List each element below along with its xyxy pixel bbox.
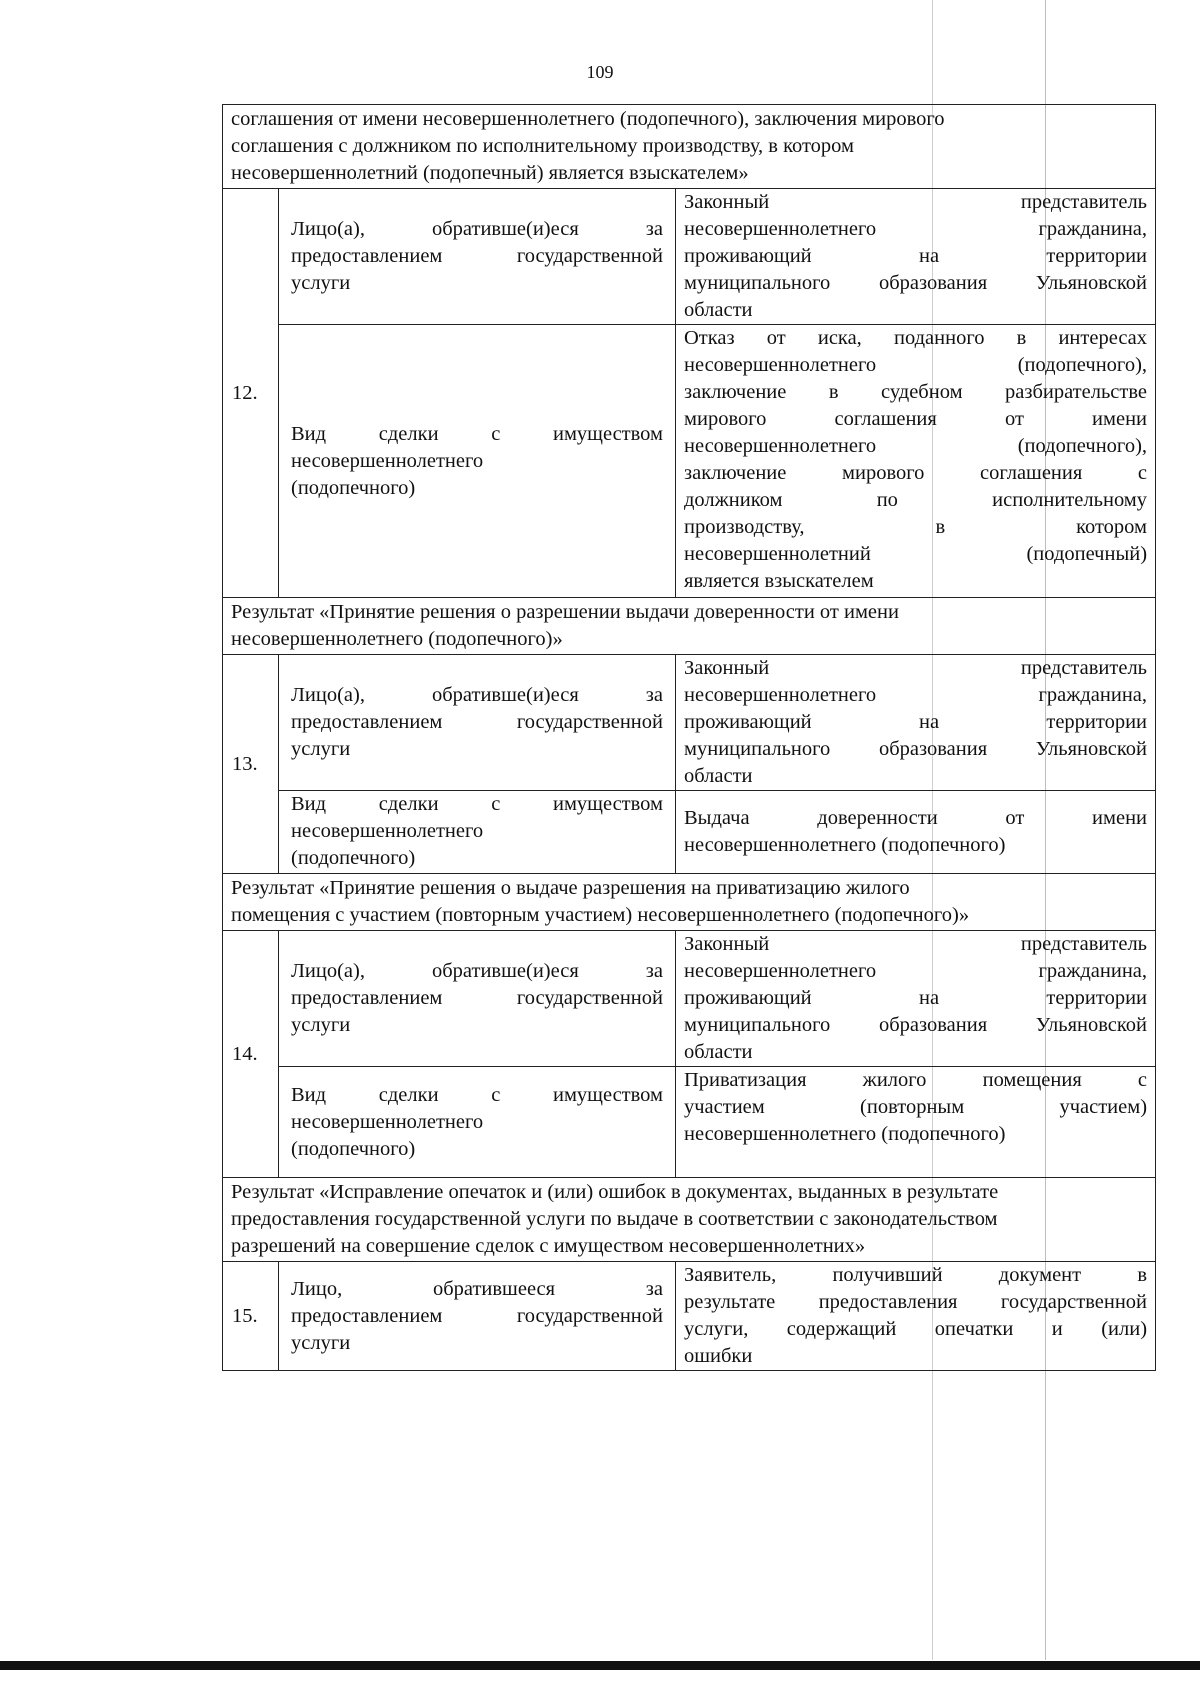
result-text: Результат «Принятие решения о разрешении выдачи доверенности от имени несовершеннолетнего (подопечного)» <box>223 598 1156 655</box>
table-row <box>223 1262 1156 1371</box>
applicant-label: Лицо(а), обратившe(и)еся за предоставлением государственной услуги <box>279 189 676 325</box>
deal-value: Отказ от иска, поданного в интересах несовершеннолетнего (подопечного), заключение в судебном разбирательстве мирового соглашения от имени несовершеннолетнего (подопечного), заключение мирового соглашения с должником по исполнительному производству, в котором несовершеннолетний (подопечный) является взыскателем <box>676 325 1156 598</box>
table-row <box>223 931 1156 1067</box>
deal-label: Вид сделки с имуществом несовершеннолетнего (подопечного) <box>279 325 676 598</box>
applicant-label: Лицо, обратившееся за предоставлением государственной услуги <box>279 1262 676 1371</box>
page-number: 109 <box>586 62 614 82</box>
table-row <box>223 325 1156 598</box>
result-text: соглашения от имени несовершеннолетнего (подопечного), заключения мирового соглашения с должником по исполнительному производству, в котором несовершеннолетний (подопечный) является взыскателем» <box>223 105 1156 189</box>
services-table <box>222 104 1156 1371</box>
table-row <box>223 791 1156 874</box>
result-text: Результат «Исправление опечаток и (или) ошибок в документах, выданных в результате предоставления государственной услуги по выдаче в соответствии с законодательством разрешений на совершение сделок с имуществом несовершеннолетних» <box>223 1178 1156 1262</box>
table-row <box>223 189 1156 325</box>
applicant-value: Законный представитель несовершеннолетнего гражданина, проживающий на территории муниципального образования Ульяновской области <box>676 931 1156 1067</box>
result-row <box>223 874 1156 931</box>
deal-value: Приватизация жилого помещения с участием (повторным участием) несовершеннолетнего (подопечного) <box>676 1067 1156 1178</box>
applicant-label: Лицо(а), обратившe(и)еся за предоставлением государственной услуги <box>279 655 676 791</box>
result-row <box>223 1178 1156 1262</box>
applicant-value: Законный представитель несовершеннолетнего гражданина, проживающий на территории муниципального образования Ульяновской области <box>676 189 1156 325</box>
applicant-label: Лицо(а), обратившe(и)еся за предоставлением государственной услуги <box>279 931 676 1067</box>
table-row <box>223 1067 1156 1178</box>
result-text: Результат «Принятие решения о выдаче разрешения на приватизацию жилого помещения с участием (повторным участием) несовершеннолетнего (подопечного)» <box>223 874 1156 931</box>
scan-bottom-edge <box>0 1661 1200 1670</box>
result-row <box>223 598 1156 655</box>
applicant-value: Законный представитель несовершеннолетнего гражданина, проживающий на территории муниципального образования Ульяновской области <box>676 655 1156 791</box>
deal-value: Выдача доверенности от имени несовершеннолетнего (подопечного) <box>676 791 1156 874</box>
deal-label: Вид сделки с имуществом несовершеннолетнего (подопечного) <box>279 791 676 874</box>
row-number: 15. <box>223 1262 279 1371</box>
deal-label: Вид сделки с имуществом несовершеннолетнего (подопечного) <box>279 1067 676 1178</box>
row-number: 12. <box>223 189 279 598</box>
row-number: 13. <box>223 655 279 874</box>
table-row <box>223 655 1156 791</box>
applicant-value: Заявитель, получивший документ в результате предоставления государственной услуги, содержащий опечатки и (или) ошибки <box>676 1262 1156 1371</box>
row-number: 14. <box>223 931 279 1178</box>
continuation-row <box>223 105 1156 189</box>
